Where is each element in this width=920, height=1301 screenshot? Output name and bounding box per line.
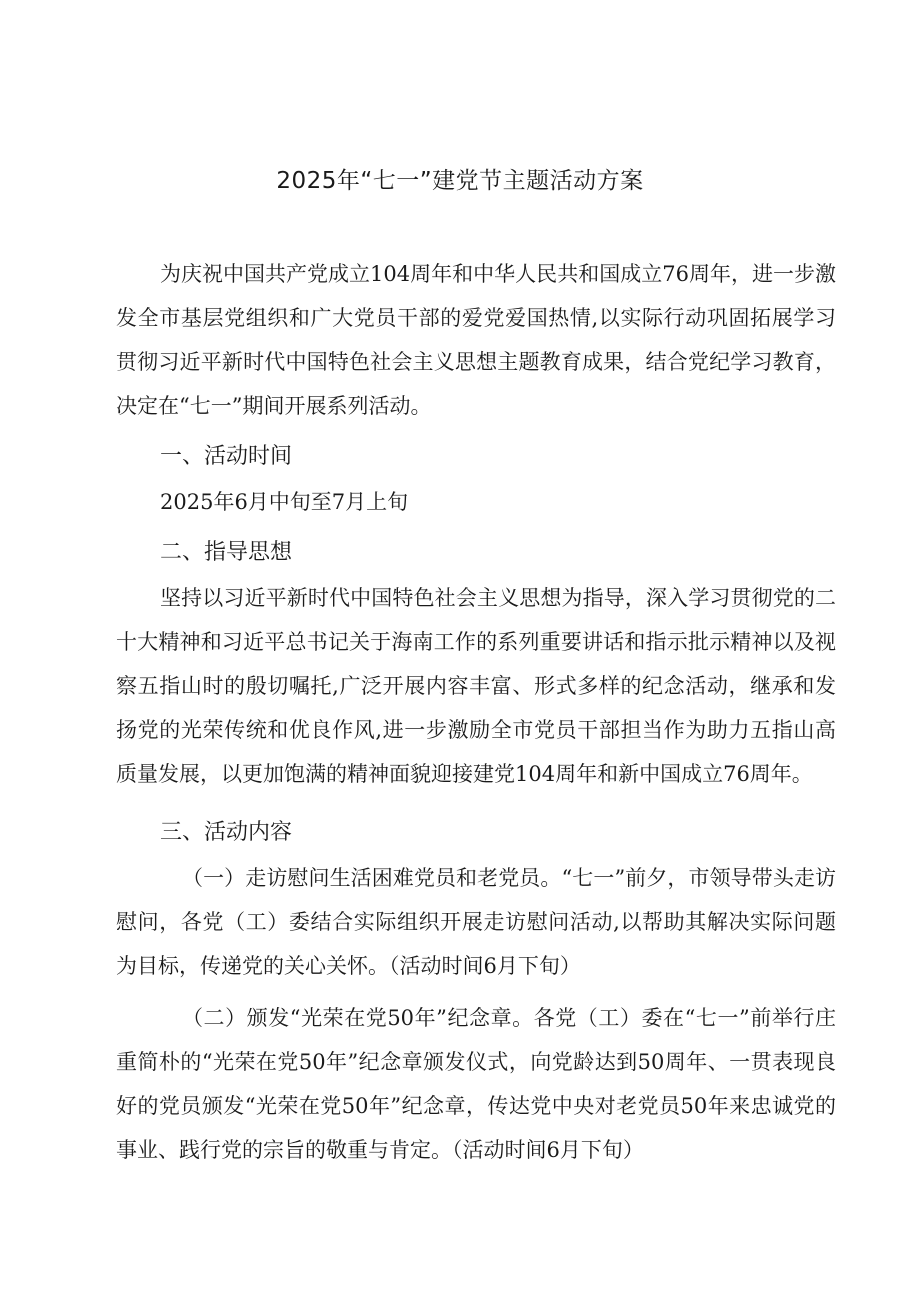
section-heading-time: 一、活动时间 [160, 444, 293, 469]
section-heading-guiding-thought: 二、指导思想 [160, 540, 293, 565]
spacer [116, 796, 836, 804]
content-item-2: （二）颁发“光荣在党50年”纪念章。各党（工）委在“七一”前举行庄重简朴的“光荣在党50年”纪念章颁发仪式，向党龄达到50周年、一贯表现良好的党员颁发“光荣在党50年”纪念章，传达党中央对老党员50年来忠诚党的事业、践行党的宗旨的敬重与肯定。（活动时间6月下旬） [116, 1006, 836, 1162]
document-title: 2025年“七一”建党节主题活动方案 [276, 168, 644, 194]
document-body [116, 252, 836, 1172]
spacer [116, 988, 836, 996]
activity-time-paragraph: 2025年6月中旬至7月上旬 [160, 490, 409, 514]
intro-paragraph: 为庆祝中国共产党成立104周年和中华人民共和国成立76周年，进一步激发全市基层党组织和广大党员干部的爱党爱国热情,以实际行动巩固拓展学习贯彻习近平新时代中国特色社会主义思想主题教育成果，结合党纪学习教育，决定在“七一”期间开展系列活动。 [116, 262, 836, 418]
guiding-thought-paragraph: 坚持以习近平新时代中国特色社会主义思想为指导，深入学习贯彻党的二十大精神和习近平总书记关于海南工作的系列重要讲话和指示批示精神以及视察五指山时的殷切嘱托,广泛开展内容丰富、形式多样的纪念活动，继承和发扬党的光荣传统和优良作风,进一步激励全市党员干部担当作为助力五指山高质量发展，以更加饱满的精神面貌迎接建党104周年和新中国成立76周年。 [116, 586, 836, 786]
section-heading-content: 三、活动内容 [160, 820, 293, 845]
content-item-1: （一）走访慰问生活困难党员和老党员。“七一”前夕，市领导带头走访慰问，各党（工）委结合实际组织开展走访慰问活动,以帮助其解决实际问题为目标，传递党的关心关怀。（活动时间6月下旬） [116, 866, 836, 978]
